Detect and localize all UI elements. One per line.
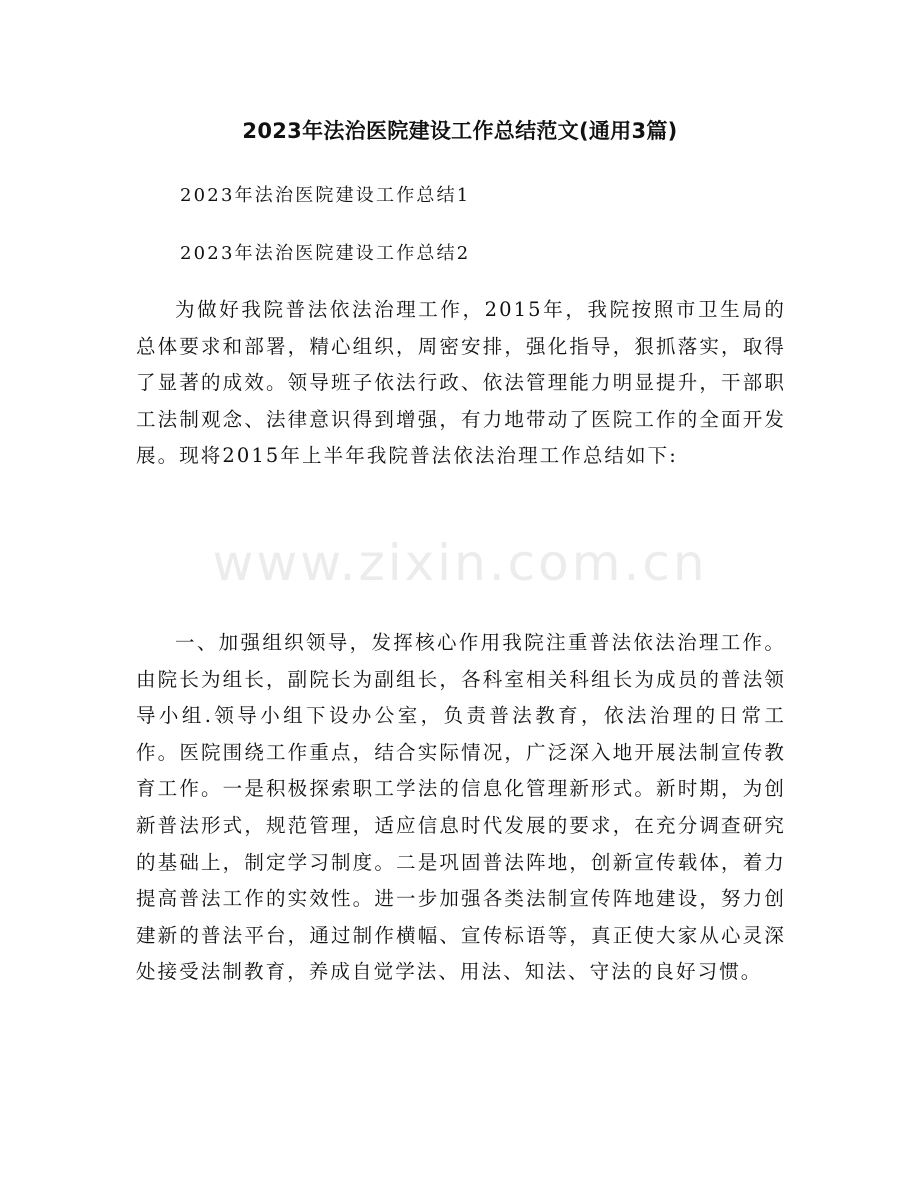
body-paragraph-1: 为做好我院普法依法治理工作，2015年，我院按照市卫生局的总体要求和部署，精心组织，周密安排，强化指导，狠抓落实，取得了显著的成效。领导班子依法行政、依法管理能力明显提升，干部职工法制观念、法律意识得到增强，有力地带动了医院工作的全面开发展。现将2015年上半年我院普法依法治理工作总结如下:: [136, 298, 786, 468]
section-heading-2: 2023年法治医院建设工作总结2: [180, 243, 471, 264]
section-heading-1: 2023年法治医院建设工作总结1: [180, 185, 471, 206]
watermark: www.zixin.com.cn: [212, 534, 708, 592]
body-paragraph-2: 一、加强组织领导，发挥核心作用我院注重普法依法治理工作。由院长为组长，副院长为副组长，各科室相关科组长为成员的普法领导小组.领导小组下设办公室，负责普法教育，依法治理的日常工作。医院围绕工作重点，结合实际情况，广泛深入地开展法制宣传教育工作。一是积极探索职工学法的信息化管理新形式。新时期，为创新普法形式，规范管理，适应信息时代发展的要求，在充分调查研究的基础上，制定学习制度。二是巩固普法阵地，创新宣传载体，着力提高普法工作的实效性。进一步加强各类法制宣传阵地建设，努力创建新的普法平台，通过制作横幅、宣传标语等，真正使大家从心灵深处接受法制教育，养成自觉学法、用法、知法、守法的良好习惯。: [136, 631, 786, 984]
document-title: 2023年法治医院建设工作总结范文(通用3篇): [242, 119, 678, 143]
